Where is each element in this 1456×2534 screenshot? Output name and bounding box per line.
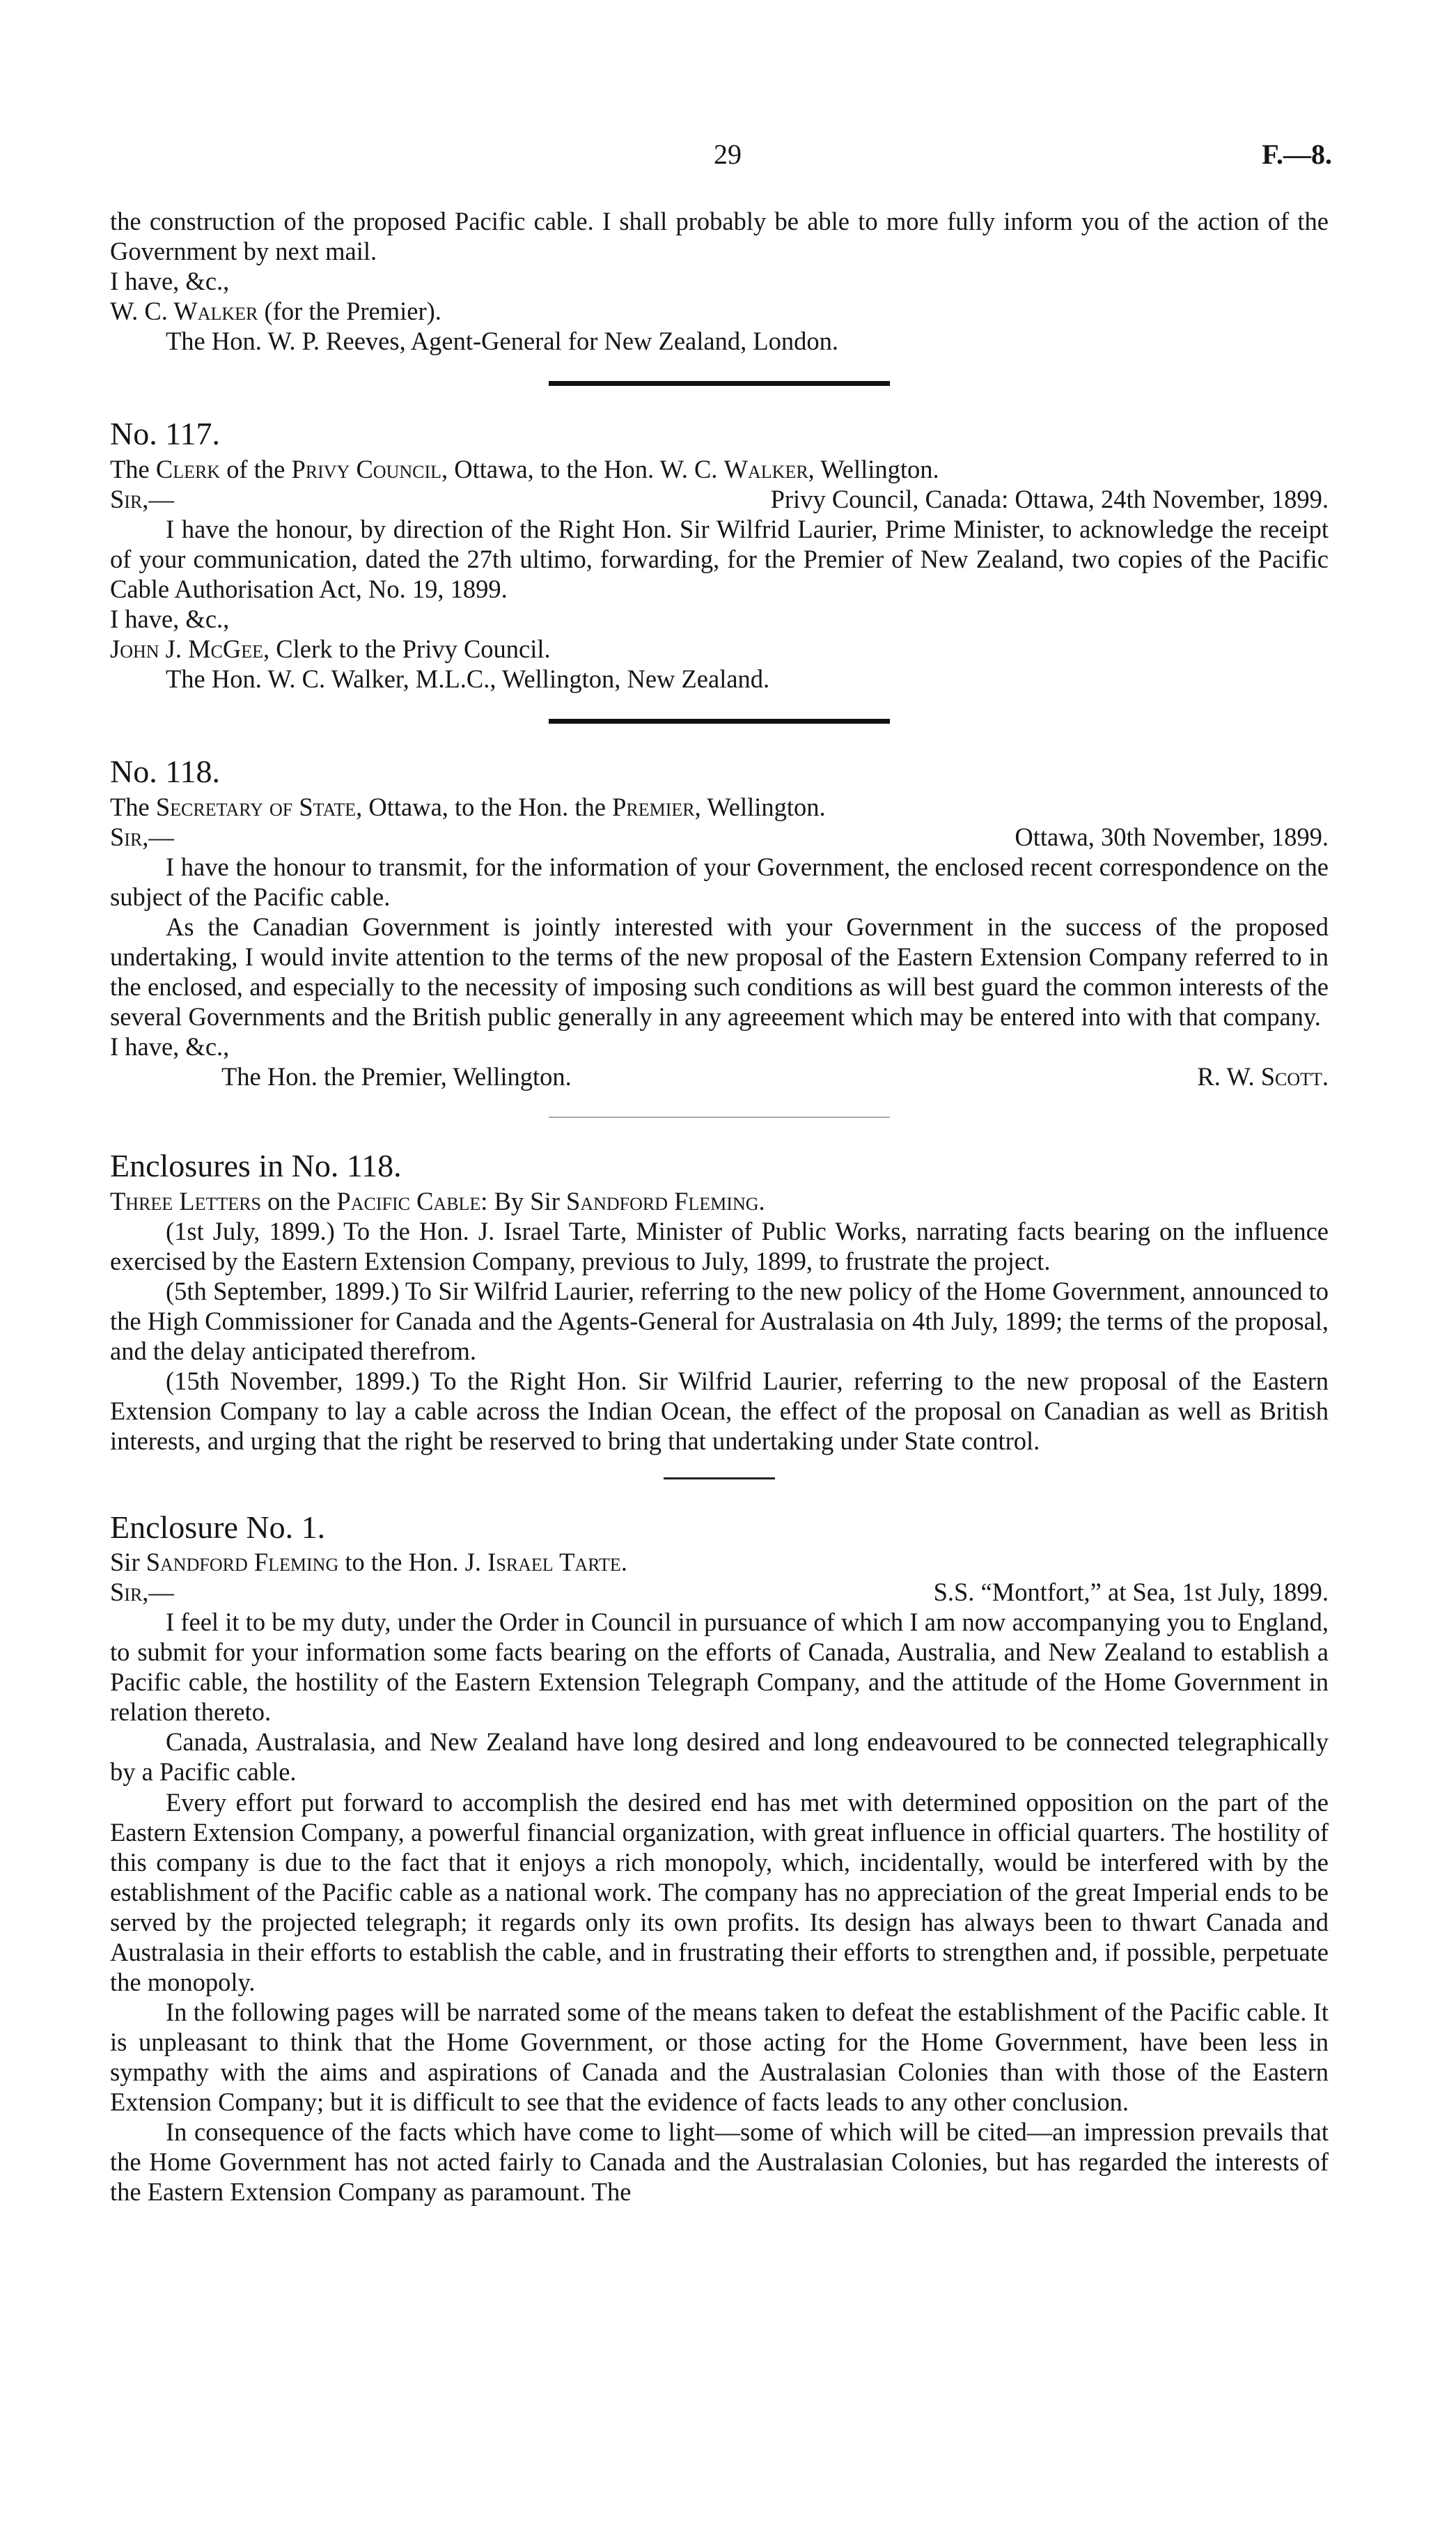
opening-signature-note: (for the Premier). [264,297,441,326]
no117-body: I have the honour, by direction of the Right Hon. Sir Wilfrid Laurier, Prime Minister, to acknowledge the receipt of your communication, dated the 27th ultimo, forwarding, for the Premier of New Zealand, two copies of the Pacific Cable Authorisation Act, No. 19, 1899. [110,514,1329,604]
enclosures-subtitle-c: Pacific Cable [336,1186,481,1215]
page-number: 29 [714,139,742,170]
no117-signature-name: John J. McGee [110,635,264,664]
enclosures-item-1: (1st July, 1899.) To the Hon. J. Israel Tarte, Minister of Public Works, narrating facts bearing on the influence exercised by the Eastern Extension Company, previous to July, 1899, to frustrate the project. [110,1217,1329,1276]
no118-closing: I have, &c., [110,1032,230,1062]
enclosure1-salutation-row [110,1577,1329,1607]
no118-from-prefix: The [110,792,150,821]
enclosure1-from-c: to the Hon. J. [345,1548,482,1576]
no118-paragraph-2: As the Canadian Government is jointly interested with your Government in the success of the proposed undertaking, I would invite attention to the terms of the new proposal of the Eastern Extension Company referred to in the enclosed, and especially to the necessity of imposing such conditions as will best guard the common interests of the several Governments and the British public generally in any agreeement which may be entered into with that company. [110,912,1329,1032]
no118-signature: R. W. Scott. [1197,1062,1329,1091]
no117-signature [110,634,1329,664]
enclosure1-from-b: Sandford Fleming [146,1548,339,1576]
opening-signature-name: W. C. Walker [110,297,258,326]
page-content [110,206,1329,2207]
no117-salutation: Sir,— [110,484,174,513]
enclosures-subtitle-d: : By Sir [480,1186,560,1215]
enclosures-subtitle-f: . [758,1186,765,1215]
enclosure1-title: Enclosure No. 1. [110,1509,326,1545]
enclosure1-from-line [110,1547,1329,1577]
no117-from-prefix: The [110,454,150,483]
no117-from-person: Clerk [155,454,221,483]
no118-title: No. 118. [110,754,221,790]
section-divider [549,719,890,724]
no117-closing: I have, &c., [110,605,230,634]
no118-from-line [110,792,1329,822]
no118-addressee: The Hon. the Premier, Wellington. [221,1062,572,1091]
enclosure1-from-a: Sir [110,1548,140,1576]
section-divider-thin [549,1117,890,1118]
no117-from-body: Privy Council [291,454,442,483]
enclosure1-paragraph-3: Every effort put forward to accomplish the desired end has met with determined opposition on the part of the Eastern Extension Company, a powerful financial organization, with great influence in official quarters. The hostility of this company is due to the fact that it enjoys a rich monopoly, which, incidentally, would be interfered with by the establishment of the Pacific cable as a national work. The company has no appreciation of the great Imperial ends to be served by the projected telegraph; it regards only its own profits. Its design has always been to thwart Canada and Australasia in their efforts to establish the cable, and in frustrating their efforts to strengthen and, if possible, perpetuate the monopoly. [110,1787,1329,1996]
enclosures-title: Enclosures in No. 118. [110,1148,402,1184]
no117-from-to: Walker [723,454,808,483]
section-divider [549,381,890,386]
no118-from-end: , Wellington. [694,792,826,821]
no118-salutation: Sir,— [110,822,174,851]
enclosure1-paragraph-4: In the following pages will be narrated some of the means taken to defeat the establishment of the Pacific cable. It is unpleasant to think that the Home Government, or those acting for the Home Government, have been less in sympathy with the aims and aspirations of Canada and the Australasian Colonies than with those of the Eastern Extension Company; but it is difficult to see that the evidence of facts leads to any other conclusion. [110,1997,1329,2117]
no118-salutation-row [110,822,1329,852]
opening-paragraph: the construction of the proposed Pacific cable. I shall probably be able to more fully inform you of the action of the Government by next mail. [110,207,1329,266]
enclosures-subtitle-e: Sandford Fleming [566,1186,759,1215]
no117-addressee: The Hon. W. C. Walker, M.L.C., Wellington, New Zealand. [166,664,770,694]
no117-from-rest: , Ottawa, to the Hon. W. C. [441,454,718,483]
enclosures-subtitle-b: on the [267,1186,331,1215]
no117-place-date: Privy Council, Canada: Ottawa, 24th November, 1899. [770,484,1329,513]
enclosures-subtitle-a: Three Letters [110,1186,261,1215]
no118-paragraph-1: I have the honour to transmit, for the information of your Government, the enclosed recent correspondence on the subject of the Pacific cable. [110,852,1329,911]
no118-from-person: Secretary of State [155,792,357,821]
no118-signature-row [110,1062,1329,1091]
enclosure1-paragraph-1: I feel it to be my duty, under the Order in Council in pursuance of which I am now accompanying you to England, to submit for your information some facts bearing on the efforts of Canada, Australia, and New Zealand to establish a Pacific cable, the hostility of the Eastern Extension Telegraph Company, and the attitude of the Home Government in relation thereto. [110,1608,1329,1727]
no117-signature-title: , Clerk to the Privy Council. [263,635,551,664]
enclosures-item-3: (15th November, 1899.) To the Right Hon. Sir Wilfrid Laurier, referring to the new proposal of the Eastern Extension Company to lay a cable across the Indian Ocean, the effect of the proposal on Canadian as well as British interests, and urging that the right be reserved to bring that undertaking under State control. [110,1367,1329,1456]
enclosures-subtitle [110,1186,1329,1216]
enclosures-item-2: (5th September, 1899.) To Sir Wilfrid Laurier, referring to the new policy of the Home Government, announced to the High Commissioner for Canada and the Agents-General for Australasia on 4th July, 1899; the terms of the proposal, and the delay anticipated therefrom. [110,1277,1329,1366]
no117-title: No. 117. [110,416,221,452]
enclosure1-paragraph-5: In consequence of the facts which have come to light—some of which will be cited—an impression prevails that the Home Government has not acted fairly to Canada and the Australasian Colonies, but has regarded the interests of the Eastern Extension Company as paramount. The [110,2117,1329,2207]
no118-place-date: Ottawa, 30th November, 1899. [1015,822,1329,851]
section-divider-short [664,1477,775,1479]
no118-from-to: Premier [612,792,695,821]
no117-from-end: , Wellington. [808,454,939,483]
page-reference: F.—8. [1262,139,1332,170]
enclosure1-from-d: Israel Tarte [487,1548,621,1576]
no118-from-rest: , Ottawa, to the Hon. the [356,792,606,821]
opening-signature [110,296,1329,326]
no117-from-line [110,454,1329,484]
enclosure1-paragraph-2: Canada, Australasia, and New Zealand have long desired and long endeavoured to be connected telegraphically by a Pacific cable. [110,1727,1329,1787]
no117-from-mid: of the [226,454,285,483]
enclosure1-place-date: S.S. “Montfort,” at Sea, 1st July, 1899. [933,1578,1329,1607]
enclosure1-from-e: . [620,1548,627,1576]
opening-closing: I have, &c., [110,267,230,296]
opening-addressee: The Hon. W. P. Reeves, Agent-General for New Zealand, London. [166,327,838,356]
no117-salutation-row [110,484,1329,514]
enclosure1-salutation: Sir,— [110,1578,174,1607]
